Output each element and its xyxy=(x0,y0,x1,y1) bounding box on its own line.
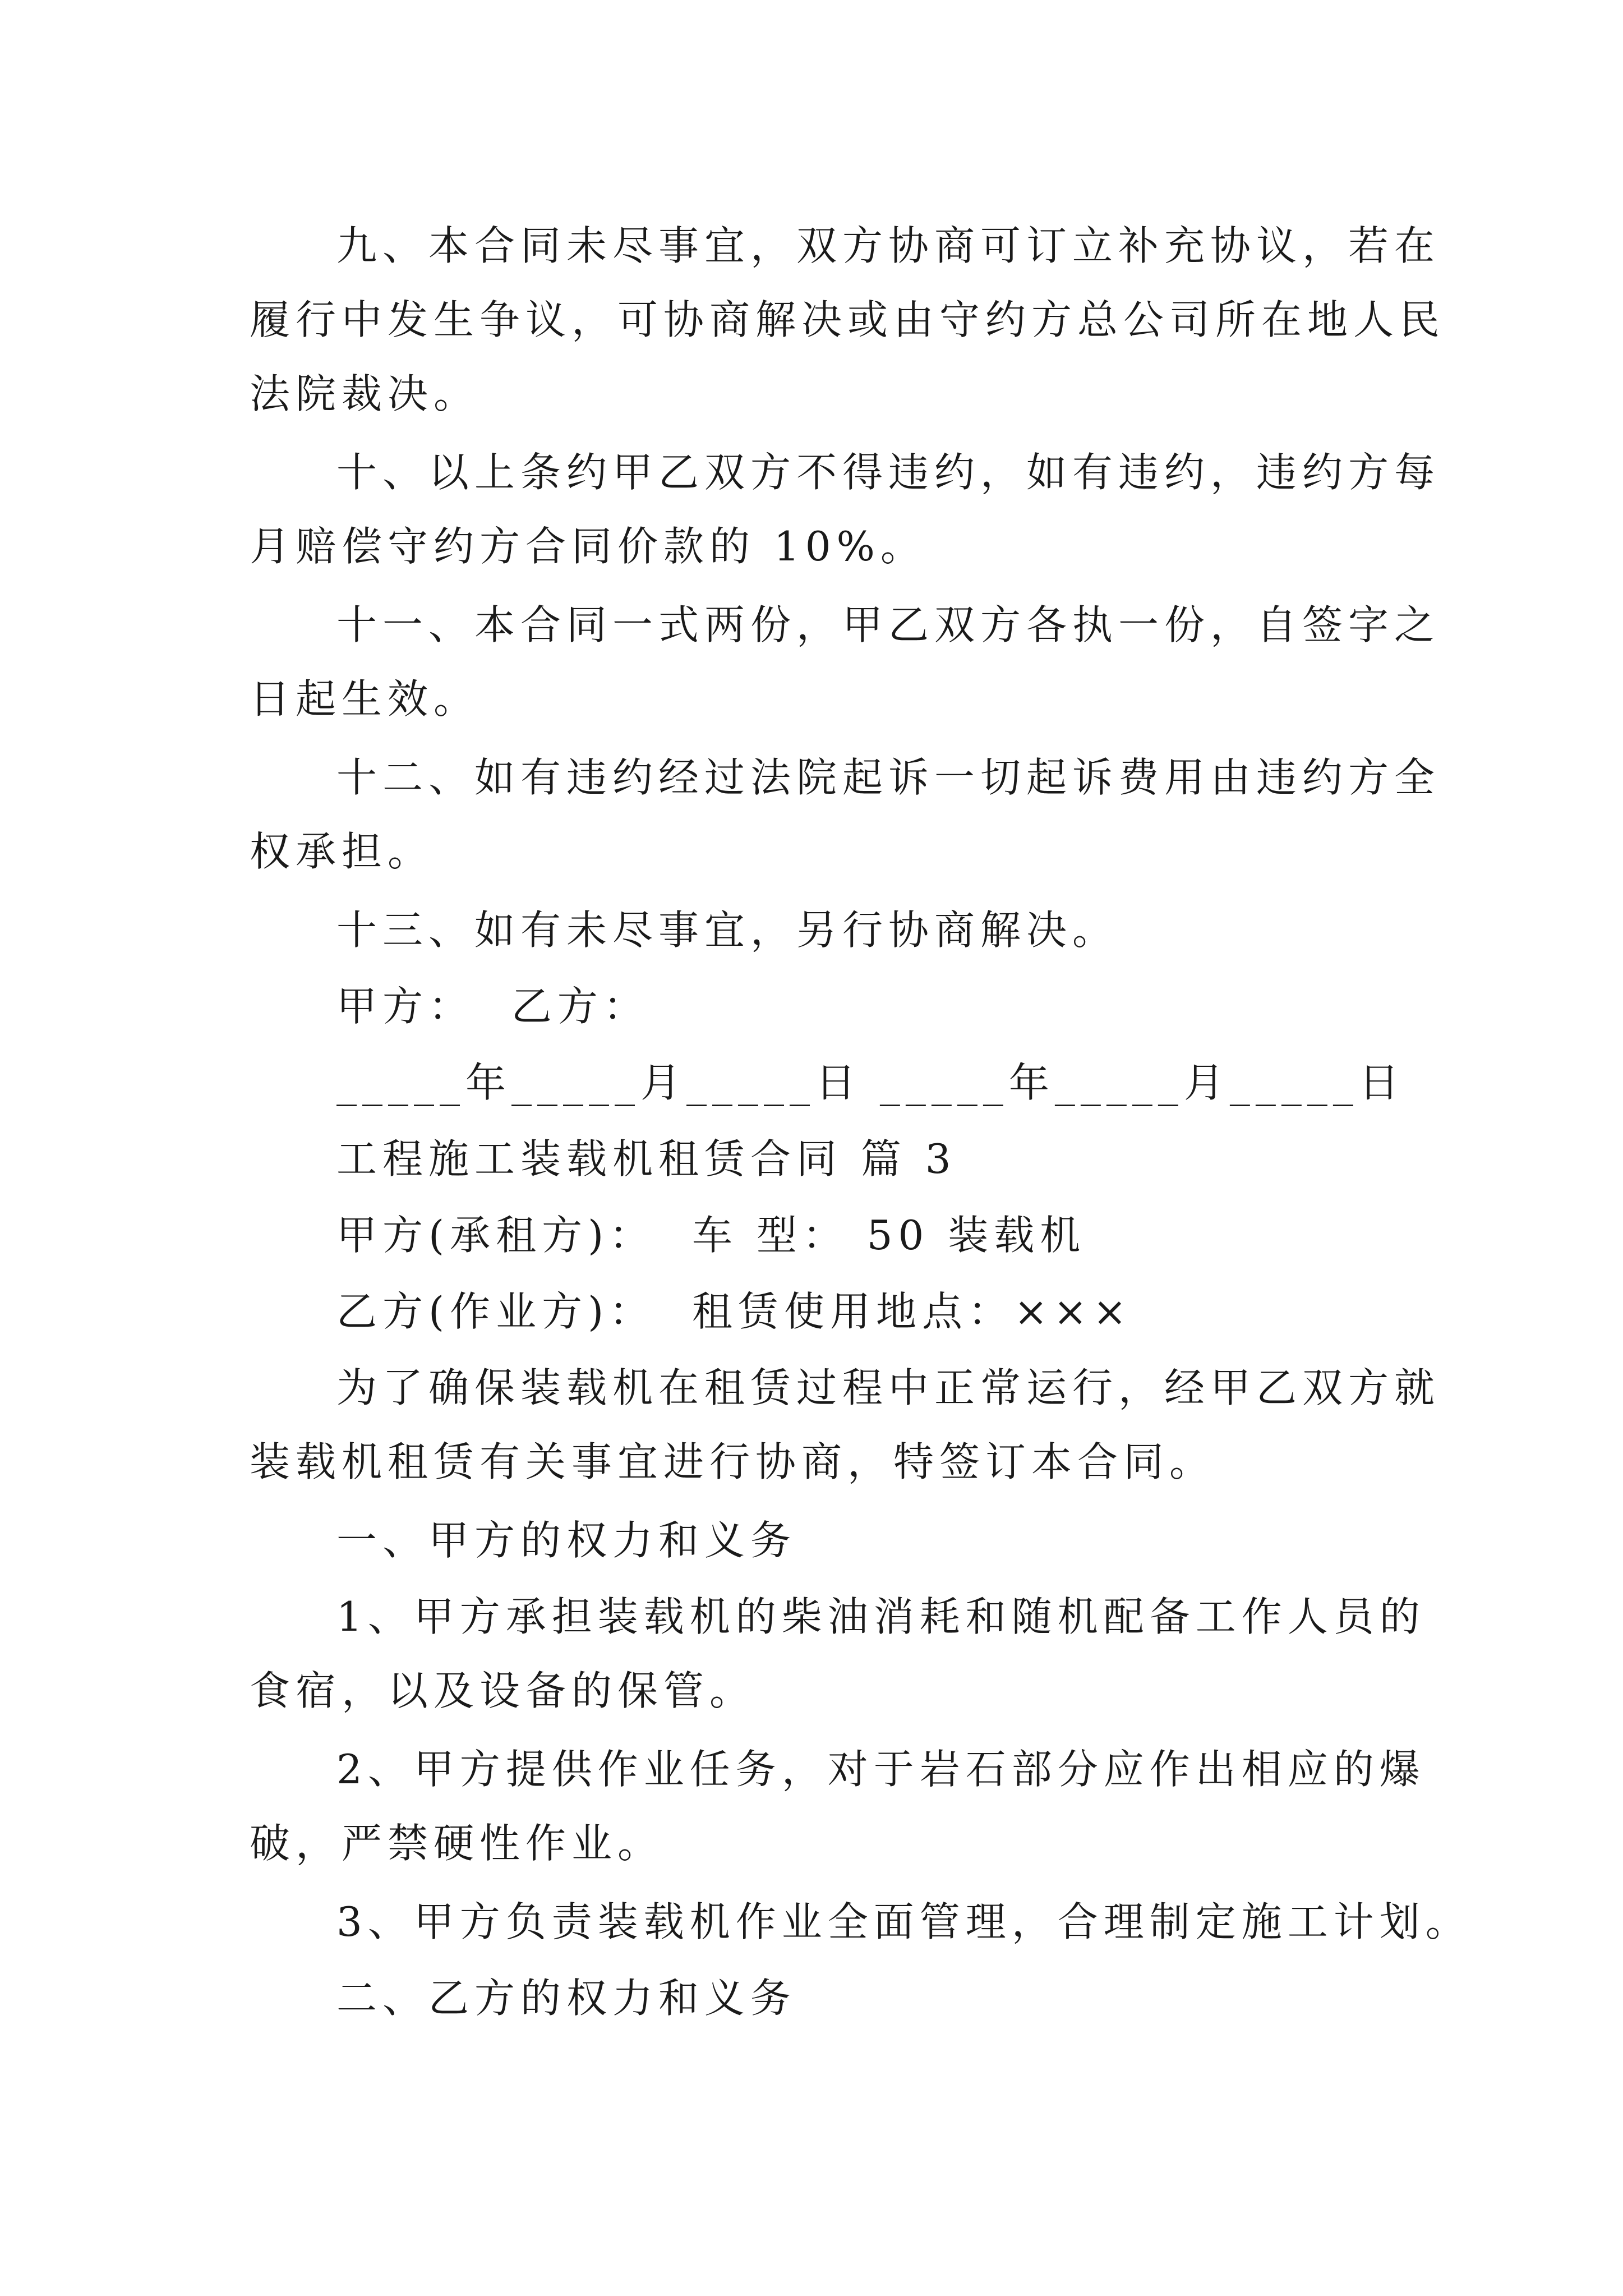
duty-a-1-line-2: 食宿，以及设备的保管。 xyxy=(250,1667,756,1714)
clause-9-line-2: 履行中发生争议，可协商解决或由守约方总公司所在地人民 xyxy=(250,296,1446,343)
party-a-info: 甲方(承租方)： 车 型： 50 装载机 xyxy=(336,1212,1086,1259)
heading-party-b-duties: 二、乙方的权力和义务 xyxy=(336,1975,797,2022)
duty-a-2-line-2: 破，严禁硬性作业。 xyxy=(250,1820,664,1867)
duty-a-2-line-1: 2、甲方提供作业任务，对于岩石部分应作出相应的爆 xyxy=(336,1746,1426,1793)
clause-12-line-2: 权承担。 xyxy=(250,828,434,875)
party-b-info: 乙方(作业方)： 租赁使用地点：××× xyxy=(336,1288,1132,1335)
clause-12-line-1: 十二、如有违约经过法院起诉一切起诉费用由违约方全 xyxy=(336,754,1441,801)
clause-11-line-1: 十一、本合同一式两份，甲乙双方各执一份，自签字之 xyxy=(336,601,1441,648)
duty-a-1-line-1: 1、甲方承担装载机的柴油消耗和随机配备工作人员的 xyxy=(336,1593,1426,1640)
signature-dates: _____年_____月_____日 _____年_____月_____日 xyxy=(336,1059,1405,1106)
clause-11-line-2: 日起生效。 xyxy=(250,675,480,723)
clause-9-line-1: 九、本合同未尽事宜，双方协商可订立补充协议，若在 xyxy=(336,222,1441,269)
clause-9-line-3: 法院裁决。 xyxy=(250,370,480,417)
section-title: 工程施工装载机租赁合同 篇 3 xyxy=(336,1135,957,1182)
clause-13: 十三、如有未尽事宜，另行协商解决。 xyxy=(336,907,1119,954)
signature-parties: 甲方： 乙方： xyxy=(336,983,649,1030)
duty-a-3: 3、甲方负责装载机作业全面管理，合理制定施工计划。 xyxy=(336,1898,1472,1945)
heading-party-a-duties: 一、甲方的权力和义务 xyxy=(336,1517,797,1564)
clause-10-line-1: 十、以上条约甲乙双方不得违约，如有违约，违约方每 xyxy=(336,449,1441,496)
preamble-line-1: 为了确保装载机在租赁过程中正常运行，经甲乙双方就 xyxy=(336,1364,1441,1411)
clause-10-line-2: 月赔偿守约方合同价款的 10%。 xyxy=(250,523,926,570)
preamble-line-2: 装载机租赁有关事宜进行协商，特签订本合同。 xyxy=(250,1438,1216,1485)
